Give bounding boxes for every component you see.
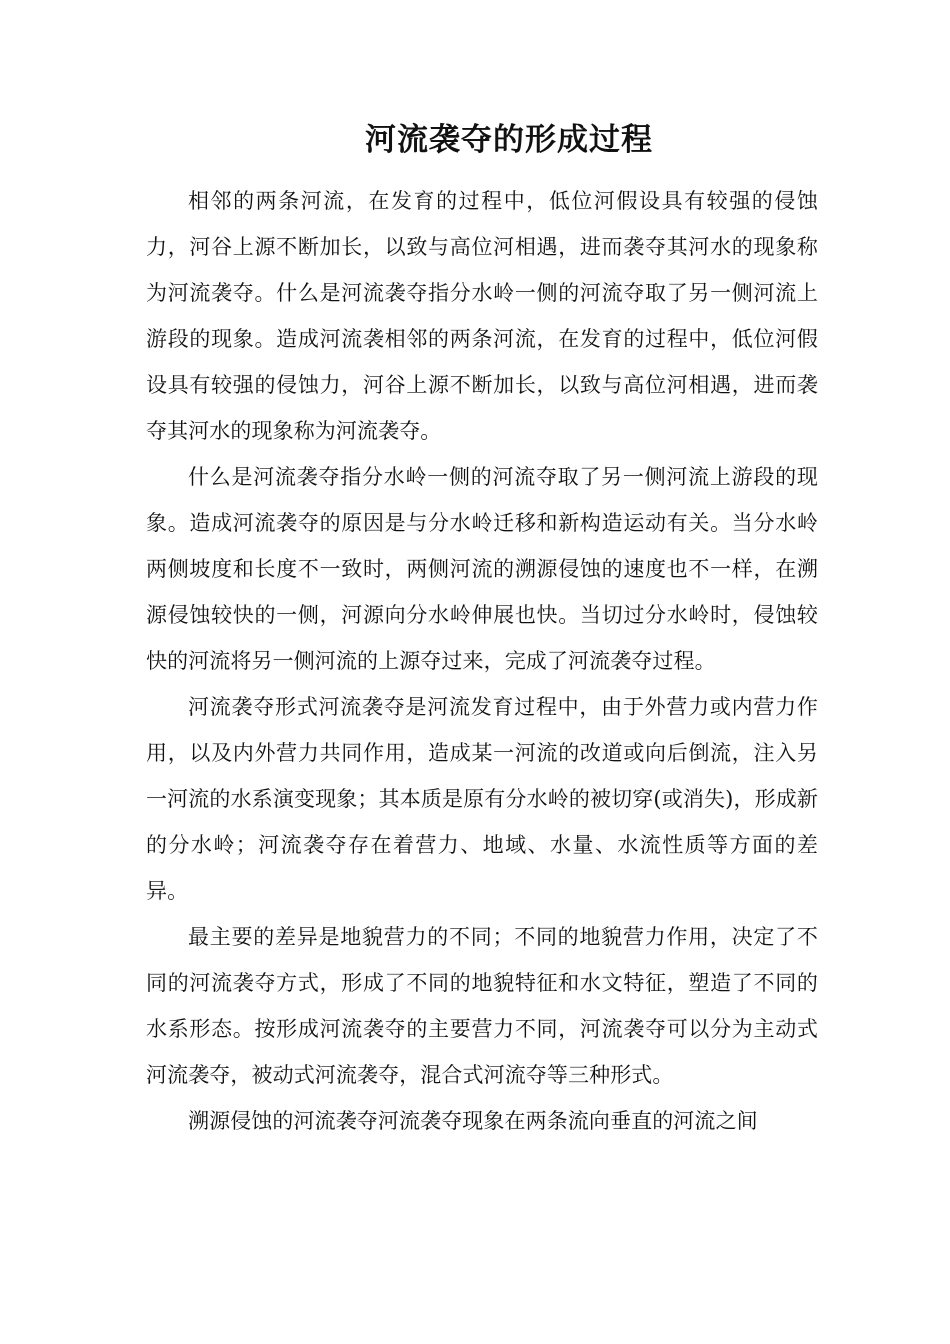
paragraph-5: 溯源侵蚀的河流袭夺河流袭夺现象在两条流向垂直的河流之间 [188,1109,758,1133]
paragraph-4: 最主要的差异是地貌营力的不同；不同的地貌营力作用，决定了不同的河流袭夺方式，形成了不同的地貌特征和水文特征，塑造了不同的水系形态。按形成河流袭夺的主要营力不同，河流袭夺可以分为主动式河流袭夺，被动式河流袭夺，混合式河流夺等三种形式。 [146,925,818,1087]
paragraph-2: 什么是河流袭夺指分水岭一侧的河流夺取了另一侧河流上游段的现象。造成河流袭夺的原因是与分水岭迁移和新构造运动有关。当分水岭两侧坡度和长度不一致时，两侧河流的溯源侵蚀的速度也不一样，在溯源侵蚀较快的一侧，河源向分水岭伸展也快。当切过分水岭时，侵蚀较快的河流将另一侧河流的上源夺过来，完成了河流袭夺过程。 [146,465,818,673]
document-title: 河流袭夺的形成过程 [365,122,653,158]
paragraph-3: 河流袭夺形式河流袭夺是河流发育过程中，由于外营力或内营力作用，以及内外营力共同作用，造成某一河流的改道或向后倒流，注入另一河流的水系演变现象；其本质是原有分水岭的被切穿(或消失)，形成新的分水岭；河流袭夺存在着营力、地域、水量、水流性质等方面的差异。 [146,695,818,903]
paragraph-1: 相邻的两条河流，在发育的过程中，低位河假设具有较强的侵蚀力，河谷上源不断加长，以致与高位河相遇，进而袭夺其河水的现象称为河流袭夺。什么是河流袭夺指分水岭一侧的河流夺取了另一侧河流上游段的现象。造成河流袭相邻的两条河流，在发育的过程中，低位河假设具有较强的侵蚀力，河谷上源不断加长，以致与高位河相遇，进而袭夺其河水的现象称为河流袭夺。 [146,189,818,443]
document-body [146,178,818,1144]
